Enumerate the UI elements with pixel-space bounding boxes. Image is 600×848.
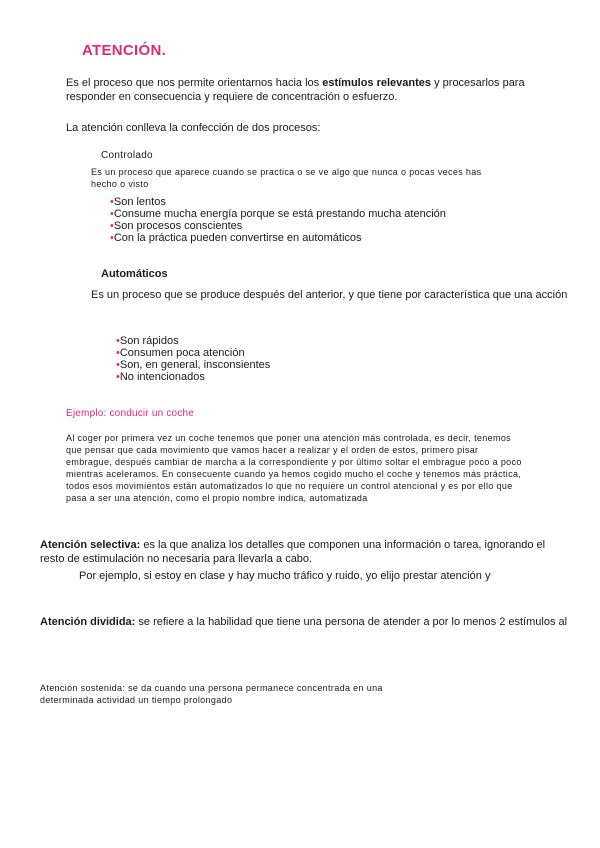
bullet-text: Son, en general, insconsientes — [119, 359, 271, 371]
bullet-icon: • — [110, 208, 114, 220]
sostenida-paragraph — [40, 682, 460, 706]
controlado-desc-line-2: hecho o visto — [91, 179, 149, 189]
intro-paragraph — [66, 76, 566, 104]
page-title: ATENCIÓN. — [82, 42, 167, 59]
list-item — [116, 335, 270, 347]
automaticos-bullet-list — [116, 335, 270, 383]
bullet-text: Son procesos conscientes — [113, 220, 243, 232]
ejemplo-line: todos esos movimientos están automatizados lo que no requiere un control atencional y es por ello que — [66, 481, 513, 491]
ejemplo-line: Al coger por primera vez un coche tenemos que poner una atención más controlada, es decir, tenemos — [66, 433, 512, 443]
controlado-heading: Controlado — [101, 150, 153, 161]
controlado-bullet-list — [110, 196, 446, 244]
ejemplo-line: embrague, después cambiar de marcha a la correspondiente y por último soltar el embrague poco a poco — [66, 457, 522, 467]
bullet-text: No intencionados — [119, 371, 205, 383]
ejemplo-heading: Ejemplo: conducir un coche — [66, 408, 195, 419]
intro-line-1 — [66, 76, 566, 90]
bullet-text: Con la práctica pueden convertirse en automáticos — [113, 232, 362, 244]
intro-line-2: responder en consecuencia y requiere de concentración o esfuerzo. — [66, 91, 398, 103]
selectiva-line-1 — [40, 538, 580, 552]
intro-text-part2: y procesarlos para — [431, 77, 525, 89]
controlado-desc-line-1: Es un proceso que aparece cuando se practica o se ve algo que nunca o pocas veces has — [91, 167, 482, 177]
controlado-description — [91, 166, 531, 190]
list-item — [110, 220, 446, 232]
bullet-icon: • — [110, 196, 114, 208]
selectiva-text: es la que analiza los detalles que componen una información o tarea, ignorando el — [140, 539, 546, 551]
ejemplo-line: pasa a ser una atención, como el propio nombre indica, automatizada — [66, 493, 368, 503]
list-item — [116, 347, 270, 359]
bullet-text: Son lentos — [113, 196, 166, 208]
list-item — [116, 371, 270, 383]
selectiva-example: Por ejemplo, si estoy en clase y hay mucho tráfico y ruido, yo elijo prestar atención y — [79, 570, 491, 582]
bullet-icon: • — [116, 359, 120, 371]
processes-intro: La atención conlleva la confección de dos procesos: — [66, 122, 321, 134]
bullet-icon: • — [116, 371, 120, 383]
sostenida-line-2: determinada actividad un tiempo prolongado — [40, 695, 233, 705]
bullet-icon: • — [116, 347, 120, 359]
intro-text-part1: Es el proceso que nos permite orientarnos hacia los — [66, 77, 323, 89]
bullet-icon: • — [110, 220, 114, 232]
ejemplo-line: que pensar que cada movimiento que vamos hacer a realizar y el orden de estos, primero pisar — [66, 445, 479, 455]
list-item — [116, 359, 270, 371]
selectiva-label: Atención selectiva: — [40, 539, 141, 551]
sostenida-line-1: Atención sostenida: se da cuando una persona permanece concentrada en una — [40, 683, 383, 693]
bullet-text: Consumen poca atención — [119, 347, 245, 359]
intro-bold-term: estímulos relevantes — [322, 77, 432, 89]
bullet-icon: • — [116, 335, 120, 347]
automaticos-heading: Automáticos — [101, 268, 168, 280]
bullet-text: Consume mucha energía porque se está prestando mucha atención — [113, 208, 446, 220]
selectiva-line-2: resto de estimulación no necesaria para llevarla a cabo. — [40, 553, 313, 565]
bullet-text: Son rápidos — [119, 335, 179, 347]
ejemplo-paragraph — [66, 432, 586, 504]
list-item — [110, 196, 446, 208]
dividida-text: se refiere a la habilidad que tiene una persona de atender a por lo menos 2 estímulos al — [135, 616, 568, 628]
selectiva-paragraph — [40, 538, 580, 566]
automaticos-description: Es un proceso que se produce después del anterior, y que tiene por característica que una acción — [91, 289, 568, 301]
ejemplo-line: mientras aceleramos. En consecuente cuando ya hemos cogido mucho el coche y tenemos más práctica, — [66, 469, 522, 479]
bullet-icon: • — [110, 232, 114, 244]
list-item — [110, 208, 446, 220]
dividida-label: Atención dividida: — [40, 616, 136, 628]
dividida-paragraph — [40, 615, 567, 629]
list-item — [110, 232, 446, 244]
